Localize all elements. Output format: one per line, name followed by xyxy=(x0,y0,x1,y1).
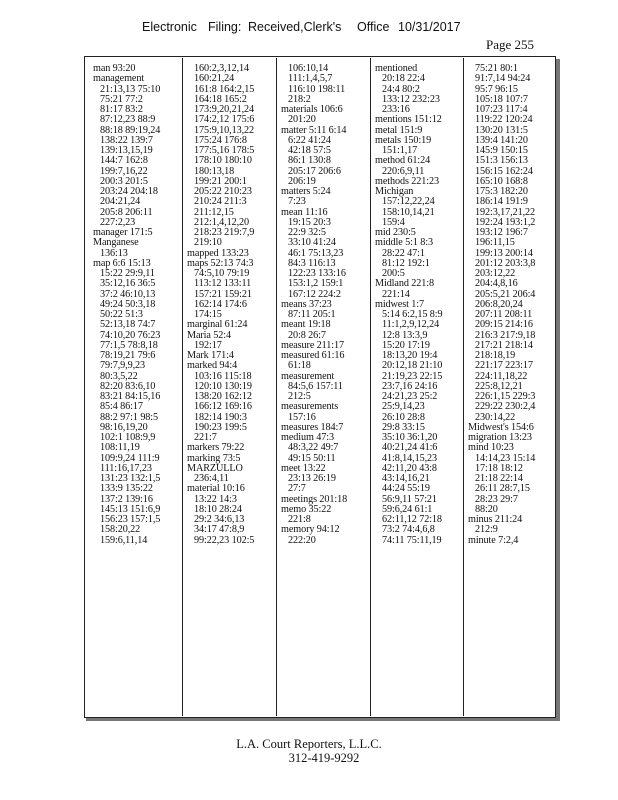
index-page-ref: 175:9,10,13,22 xyxy=(194,124,255,136)
index-page-ref: 78:19,21 79:6 xyxy=(100,350,156,361)
index-page-ref: 138:22 139:7 xyxy=(100,134,153,146)
index-page-ref: 203:24 204:18 xyxy=(100,186,158,197)
index-page-ref: 44:24 55:19 xyxy=(382,483,430,495)
index-page-ref: 192:17 xyxy=(194,339,222,351)
filing-header xyxy=(0,20,618,36)
index-page-ref: 221:17 223:17 xyxy=(475,360,533,372)
index-page-ref: 199:7,16,22 xyxy=(100,165,148,177)
index-page-ref: 122:23 133:16 xyxy=(288,268,346,279)
index-page-ref: 220:6,9,11 xyxy=(382,165,425,177)
index-page-ref: 81:12 192:1 xyxy=(382,257,430,269)
index-page-ref: 46:1 75:13,23 xyxy=(288,247,344,259)
index-page-ref: 145:13 151:6,9 xyxy=(100,503,161,515)
index-entry: materials 106:6 xyxy=(281,104,343,115)
index-page-ref: 145:9 150:15 xyxy=(475,145,528,156)
index-page-ref: 35:12,16 36:5 xyxy=(100,278,156,290)
index-page-ref: 50:22 51:3 xyxy=(100,309,143,320)
index-page-ref: 167:12 224:2 xyxy=(288,288,341,300)
index-column-2 xyxy=(187,64,273,720)
index-entry: mean 11:16 xyxy=(281,206,328,218)
column-divider xyxy=(370,58,371,716)
filing-header-date: 10/31/2017 xyxy=(398,20,461,34)
index-page-ref: 81:17 83:2 xyxy=(100,104,143,115)
index-entry: matter 5:11 6:14 xyxy=(281,124,347,136)
index-page-ref: 37:2 46:10,13 xyxy=(100,288,156,300)
index-page-ref: 216:3 217:9,18 xyxy=(475,329,536,341)
index-entry: methods 221:23 xyxy=(375,175,439,187)
index-column-4 xyxy=(375,64,461,720)
index-page-ref: 156:23 157:1,5 xyxy=(100,514,161,525)
index-page-ref: 136:13 xyxy=(100,247,128,259)
index-entry: minute 7:2,4 xyxy=(468,534,519,546)
index-page-ref: 95:7 96:15 xyxy=(475,83,518,95)
index-page-ref: 17:18 18:12 xyxy=(475,462,523,474)
index-entry: mentions 151:12 xyxy=(375,114,442,126)
index-entry: marginal 61:24 xyxy=(187,319,248,331)
index-page-ref: 138:20 162:12 xyxy=(194,391,252,402)
index-page-ref: 6:22 41:24 xyxy=(288,134,331,146)
index-page-ref: 74:11 75:11,19 xyxy=(382,534,442,546)
index-entry: matters 5:24 xyxy=(281,186,331,197)
index-page-ref: 59:6,24 61:1 xyxy=(382,503,433,515)
index-page-ref: 42:18 57:5 xyxy=(288,145,331,156)
index-page-ref: 5:14 6:2,15 8:9 xyxy=(382,309,443,320)
index-page-ref: 15:22 29:9,11 xyxy=(100,268,155,279)
index-column-3 xyxy=(281,64,367,720)
column-divider xyxy=(182,58,183,716)
index-column-1 xyxy=(93,64,179,720)
filing-header-office: Office xyxy=(357,20,390,34)
index-page-ref: 23:7,16 24:16 xyxy=(382,380,438,392)
index-page-ref: 130:20 131:5 xyxy=(475,124,528,136)
index-page-ref: 133:9 135:22 xyxy=(100,483,153,495)
index-page-ref: 106:10,14 xyxy=(288,64,329,74)
index-entry: measurements xyxy=(281,401,339,413)
filing-header-received: Received,Clerk's xyxy=(248,20,342,34)
index-entry: means 37:23 xyxy=(281,298,332,310)
index-page-ref: 52:13,18 74:7 xyxy=(100,319,156,331)
index-page-ref: 139:4 141:20 xyxy=(475,134,528,146)
index-entry: migration 13:23 xyxy=(468,432,532,443)
index-page-ref: 218:2 xyxy=(288,93,311,105)
index-page-ref: 88:18 89:19,24 xyxy=(100,124,161,136)
index-page-ref: 137:2 139:16 xyxy=(100,493,153,505)
index-page-ref: 25:9,14,23 xyxy=(382,401,425,413)
index-page-ref: 119:22 120:24 xyxy=(475,114,533,126)
index-entry: markers 79:22 xyxy=(187,442,245,454)
index-page-ref: 164:18 165:2 xyxy=(194,93,247,105)
index-page-ref: 107:23 117:4 xyxy=(475,104,528,115)
index-page-ref: 74:5,10 79:19 xyxy=(194,268,250,279)
index-page-ref: 43:14,16,21 xyxy=(382,473,430,484)
index-page-ref: 219:10 xyxy=(194,237,222,249)
index-page-ref: 144:7 162:8 xyxy=(100,155,148,167)
index-page-ref: 48:3,22 49:7 xyxy=(288,442,339,454)
index-page-ref: 161:8 164:2,15 xyxy=(194,83,255,95)
index-entry: Midwest's 154:6 xyxy=(468,421,534,433)
index-page-ref: 28:23 29:7 xyxy=(475,493,518,505)
index-page-ref: 34:17 47:8,9 xyxy=(194,524,245,536)
index-entry: maps 52:13 74:3 xyxy=(187,257,254,269)
index-page-ref: 160:2,3,12,14 xyxy=(194,64,250,74)
index-page-ref: 108:11,19 xyxy=(100,442,140,454)
index-page-ref: 98:16,19,20 xyxy=(100,421,148,433)
index-page-ref: 212:1,4,12,20 xyxy=(194,216,250,228)
index-entry: man 93:20 xyxy=(93,64,136,74)
index-page-ref: 116:10 198:11 xyxy=(288,83,346,95)
index-page-ref: 87:12,23 88:9 xyxy=(100,114,156,126)
index-page-ref: 201:12 203:3,8 xyxy=(475,257,536,269)
index-page-ref: 21:18 22:14 xyxy=(475,473,523,484)
index-page-ref: 86:1 130:8 xyxy=(288,155,331,167)
index-entry: meetings 201:18 xyxy=(281,493,348,505)
index-page-ref: 23:13 26:19 xyxy=(288,473,336,484)
index-page-ref: 211:12,15 xyxy=(194,206,234,218)
index-page-ref: 80:3,5,22 xyxy=(100,370,138,382)
index-page-ref: 88:2 97:1 98:5 xyxy=(100,411,159,423)
index-entry: measurement xyxy=(281,370,335,382)
index-page-ref: 200:3 201:5 xyxy=(100,175,148,187)
index-page-ref: 193:12 196:7 xyxy=(475,227,528,238)
index-page-ref: 21:19,23 22:15 xyxy=(382,370,443,382)
index-page-ref: 79:7,9,9,23 xyxy=(100,360,146,372)
index-page-ref: 159:4 xyxy=(382,216,405,228)
footer xyxy=(0,737,618,765)
index-page-ref: 165:10 168:8 xyxy=(475,175,528,187)
index-entry: medium 47:3 xyxy=(281,432,334,443)
index-page-ref: 75:21 77:2 xyxy=(100,93,143,105)
index-page-ref: 18:13,20 19:4 xyxy=(382,350,438,361)
index-page-ref: 205:8 206:11 xyxy=(100,206,153,218)
index-page-ref: 151:3 156:13 xyxy=(475,155,528,167)
index-page-ref: 11:1,2,9,12,24 xyxy=(382,319,440,331)
index-page-ref: 224:11,18,22 xyxy=(475,370,528,382)
index-entry: midwest 1:7 xyxy=(375,298,424,310)
column-divider xyxy=(276,58,277,716)
index-entry: measure 211:17 xyxy=(281,339,345,351)
index-page-ref: 199:21 200:1 xyxy=(194,175,247,187)
index-page-ref: 157:12,22,24 xyxy=(382,196,435,208)
page-number: Page 255 xyxy=(486,37,535,52)
index-page-ref: 218:23 219:7,9 xyxy=(194,227,255,238)
index-entry: manager 171:5 xyxy=(93,227,153,238)
index-entry: metals 150:19 xyxy=(375,134,432,146)
index-page-ref: 20:18 22:4 xyxy=(382,73,425,85)
index-page-ref: 61:18 xyxy=(288,360,311,372)
index-entry: metal 151:9 xyxy=(375,124,423,136)
index-page-ref: 62:11,12 72:18 xyxy=(382,514,442,525)
index-entry: Manganese xyxy=(93,237,139,249)
index-page-ref: 151:1,17 xyxy=(382,145,418,156)
index-page-ref: 205:5,21 206:4 xyxy=(475,288,536,300)
index-page-ref: 205:22 210:23 xyxy=(194,186,252,197)
index-entry: Maria 52:4 xyxy=(187,329,231,341)
index-page-ref: 221:8 xyxy=(288,514,311,525)
index-page-ref: 173:9,20,21,24 xyxy=(194,104,255,115)
index-entry: marking 73:5 xyxy=(187,452,241,464)
index-page-ref: 84:5,6 157:11 xyxy=(288,380,343,392)
index-page-ref: 74:10,20 76:23 xyxy=(100,329,161,341)
index-page-ref: 87:11 205:1 xyxy=(288,309,336,320)
index-page-ref: 20:8 26:7 xyxy=(288,329,326,341)
index-entry: mind 10:23 xyxy=(468,442,514,454)
index-entry: middle 5:1 8:3 xyxy=(375,237,434,249)
index-page-ref: 131:23 132:1,5 xyxy=(100,473,161,484)
filing-header-filing: Filing: xyxy=(208,20,242,34)
index-page-ref: 102:1 108:9,9 xyxy=(100,432,156,443)
index-page-ref: 120:10 130:19 xyxy=(194,380,252,392)
index-entry: Midland 221:8 xyxy=(375,278,434,290)
index-page-ref: 77:1,5 78:8,18 xyxy=(100,339,158,351)
index-page-ref: 212:9 xyxy=(475,524,498,536)
index-page-ref: 133:12 232:23 xyxy=(382,93,440,105)
index-page-ref: 156:15 162:24 xyxy=(475,165,533,177)
index-page-ref: 182:14 190:3 xyxy=(194,411,247,423)
index-page-ref: 159:6,11,14 xyxy=(100,534,148,546)
index-page-ref: 221:7 xyxy=(194,432,217,443)
index-page-ref: 222:20 xyxy=(288,534,316,546)
index-page-ref: 200:5 xyxy=(382,268,405,279)
index-page-ref: 113:12 133:11 xyxy=(194,278,252,290)
index-page-ref: 40:21,24 41:6 xyxy=(382,442,438,454)
index-page-ref: 99:22,23 102:5 xyxy=(194,534,255,546)
index-page-ref: 111:16,17,23 xyxy=(100,462,152,474)
index-entry: MARZULLO xyxy=(187,462,243,474)
index-page-ref: 186:14 191:9 xyxy=(475,196,528,208)
index-page-ref: 24:4 80:2 xyxy=(382,83,420,95)
index-page-ref: 212:5 xyxy=(288,391,311,402)
index-page-ref: 166:12 169:16 xyxy=(194,401,252,413)
index-page-ref: 91:7,14 94:24 xyxy=(475,73,531,85)
index-page-ref: 139:13,15,19 xyxy=(100,145,153,156)
index-entry: method 61:24 xyxy=(375,155,431,167)
index-entry: material 10:16 xyxy=(187,483,245,495)
index-page-ref: 174:2,12 175:6 xyxy=(194,114,255,126)
index-page-ref: 226:1,15 229:3 xyxy=(475,391,536,402)
index-entry: mid 230:5 xyxy=(375,227,416,238)
index-entry: memory 94:12 xyxy=(281,524,340,536)
index-entry: mentioned xyxy=(375,64,418,74)
index-page-ref: 203:12,22 xyxy=(475,268,516,279)
index-page-ref: 175:3 182:20 xyxy=(475,186,528,197)
index-page-ref: 109:9,24 111:9 xyxy=(100,452,160,464)
index-entry: meant 19:18 xyxy=(281,319,331,331)
index-page-ref: 15:20 17:19 xyxy=(382,339,430,351)
index-page-ref: 29:8 33:15 xyxy=(382,421,425,433)
index-page-ref: 218:18,19 xyxy=(475,350,516,361)
index-page-ref: 103:16 115:18 xyxy=(194,370,252,382)
index-page-ref: 178:10 180:10 xyxy=(194,155,252,167)
index-page-ref: 196:11,15 xyxy=(475,237,515,249)
index-entry: minus 211:24 xyxy=(468,514,523,525)
index-page-ref: 174:15 xyxy=(194,309,222,320)
index-page-ref: 206:19 xyxy=(288,175,316,187)
index-page-ref: 201:20 xyxy=(288,114,316,126)
index-page-ref: 206:8,20,24 xyxy=(475,298,523,310)
index-page-ref: 227:2,23 xyxy=(100,216,136,228)
index-page-ref: 157:21 159:21 xyxy=(194,288,252,300)
index-page-ref: 13:22 14:3 xyxy=(194,493,237,505)
index-page-ref: 192:24 193:1,2 xyxy=(475,216,536,228)
index-page-ref: 205:17 206:6 xyxy=(288,165,341,177)
index-page-ref: 29:2 34:6,13 xyxy=(194,514,245,525)
index-entry: measured 61:16 xyxy=(281,350,345,361)
index-page-ref: 21:13,13 75:10 xyxy=(100,83,161,95)
index-entry: memo 35:22 xyxy=(281,503,332,515)
index-entry: meet 13:22 xyxy=(281,462,326,474)
column-divider xyxy=(463,58,464,716)
index-page-ref: 236:4,11 xyxy=(194,473,229,484)
index-page-ref: 192:3,17,21,22 xyxy=(475,206,536,218)
index-page-ref: 105:18 107:7 xyxy=(475,93,528,105)
index-page-ref: 158:10,14,21 xyxy=(382,206,435,218)
index-page-ref: 157:16 xyxy=(288,411,316,423)
index-column-5 xyxy=(468,64,554,720)
index-page-ref: 153:1,2 159:1 xyxy=(288,278,344,290)
footer-phone: 312-419-9292 xyxy=(288,751,360,765)
index-page-ref: 14:14,23 15:14 xyxy=(475,452,536,464)
index-page-ref: 225:8,12,21 xyxy=(475,380,523,392)
index-page-ref: 158:20,22 xyxy=(100,524,141,536)
index-page-ref: 26:10 28:8 xyxy=(382,411,425,423)
index-entry: Michigan xyxy=(375,186,414,197)
index-page-ref: 229:22 230:2,4 xyxy=(475,401,536,413)
index-page-ref: 27:7 xyxy=(288,483,306,495)
index-page-ref: 204:4,8,16 xyxy=(475,278,518,290)
index-page-ref: 180:13,18 xyxy=(194,165,235,177)
index-page-ref: 217:21 218:14 xyxy=(475,339,533,351)
index-page-ref: 84:3 116:13 xyxy=(288,257,336,269)
index-page-ref: 221:14 xyxy=(382,288,410,300)
index-page-ref: 204:21,24 xyxy=(100,196,141,208)
filing-header-electronic: Electronic xyxy=(142,20,197,34)
index-page-ref: 88:20 xyxy=(475,503,498,515)
index-page-ref: 162:14 174:6 xyxy=(194,298,247,310)
index-page-ref: 209:15 214:16 xyxy=(475,319,533,331)
index-entry: measures 184:7 xyxy=(281,421,344,433)
index-page-ref: 230:14,22 xyxy=(475,411,516,423)
index-page-ref: 7:23 xyxy=(288,196,306,208)
index-page-ref: 56:9,11 57:21 xyxy=(382,493,437,505)
index-page-ref: 19:15 20:3 xyxy=(288,216,331,228)
index-page-ref: 18:10 28:24 xyxy=(194,503,242,515)
index-page-ref: 190:23 199:5 xyxy=(194,421,247,433)
index-page-ref: 199:13 200:14 xyxy=(475,247,533,259)
index-page-ref: 175:24 176:8 xyxy=(194,134,247,146)
index-page-ref: 42:11,20 43:8 xyxy=(382,462,437,474)
index-page-ref: 82:20 83:6,10 xyxy=(100,380,156,392)
index-page-ref: 24:21,23 25:2 xyxy=(382,391,438,402)
index-page-ref: 75:21 80:1 xyxy=(475,64,518,74)
index-entry: Mark 171:4 xyxy=(187,350,234,361)
index-page-ref: 28:22 47:1 xyxy=(382,247,425,259)
index-page-ref: 210:24 211:3 xyxy=(194,196,247,208)
index-entry: marked 94:4 xyxy=(187,360,238,372)
index-page-ref: 22:9 32:5 xyxy=(288,227,326,238)
index-page-ref: 233:16 xyxy=(382,104,410,115)
index-page-ref: 111:1,4,5,7 xyxy=(288,73,333,85)
index-entry: mapped 133:23 xyxy=(187,247,249,259)
index-page-ref: 207:11 208:11 xyxy=(475,309,533,320)
index-page-ref: 49:15 50:11 xyxy=(288,452,336,464)
index-page-ref: 35:10 36:1,20 xyxy=(382,432,438,443)
index-entry: management xyxy=(93,73,145,85)
index-page-ref: 85:4 86:17 xyxy=(100,401,143,413)
index-page-ref: 49:24 50:3,18 xyxy=(100,298,156,310)
index-page-ref: 177:5,16 178:5 xyxy=(194,145,255,156)
index-page-ref: 41:8,14,15,23 xyxy=(382,452,438,464)
index-page-ref: 33:10 41:24 xyxy=(288,237,336,249)
index-entry: map 6:6 15:13 xyxy=(93,257,151,269)
index-page-ref: 26:11 28:7,15 xyxy=(475,483,530,495)
index-page-ref: 20:12,18 21:10 xyxy=(382,360,443,372)
index-page-ref: 160:21,24 xyxy=(194,73,235,85)
index-page-ref: 73:2 74:4,6,8 xyxy=(382,524,435,536)
index-page-ref: 12:8 13:3,9 xyxy=(382,329,428,341)
index-page-ref: 83:21 84:15,16 xyxy=(100,391,161,402)
footer-company: L.A. Court Reporters, L.L.C. xyxy=(236,737,382,751)
